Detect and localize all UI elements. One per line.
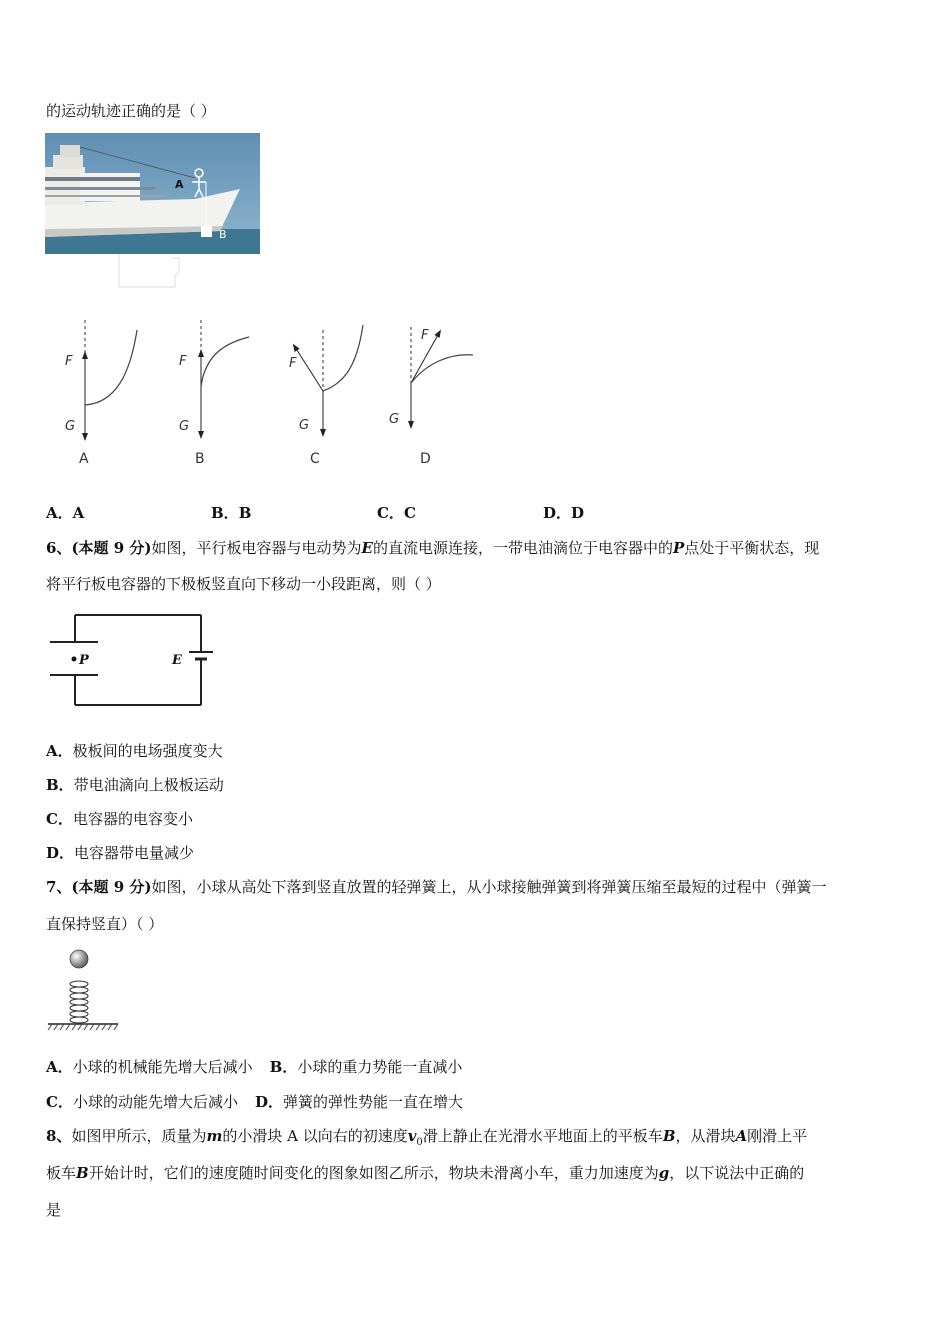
svg-text:A: A	[79, 451, 89, 467]
q7-stem-line1: 7、(本题 9 分)如图，小球从高处下落到竖直放置的轻弹簧上，从小球接触弹簧到将弹簧压缩至最短的过程中（弹簧一	[46, 878, 827, 896]
object-b	[201, 226, 212, 237]
q7-options-row2	[46, 1092, 463, 1112]
q5-option-a[interactable]: A．A	[46, 504, 85, 522]
q8-stem-line3: 是	[46, 1201, 62, 1219]
spring	[70, 981, 88, 1023]
photo-label-a: A	[175, 178, 184, 191]
q7-option-a[interactable]: A．小球的机械能先增大后减小	[46, 1058, 253, 1076]
svg-text:G: G	[179, 419, 190, 434]
q7-option-d[interactable]: D．弹簧的弹性势能一直在增大	[254, 1093, 463, 1111]
q5-option-c[interactable]: C．C	[377, 504, 416, 522]
q7-options-row1	[46, 1057, 462, 1077]
diagram-b	[179, 320, 249, 467]
oil-drop	[72, 657, 77, 662]
svg-text:P: P	[79, 653, 89, 668]
diagram-d	[389, 327, 473, 467]
svg-text:F: F	[65, 354, 73, 369]
blank-box	[118, 254, 180, 289]
q7-stem-line2: 直保持竖直）（ ）	[46, 915, 164, 933]
q7-option-c[interactable]: C．小球的动能先增大后减小	[46, 1093, 238, 1111]
q6-stem-line1: 6、(本题 9 分)如图，平行板电容器与电动势为E的直流电源连接，一带电油滴位于电容器中的P点处于平衡状态，现	[46, 539, 820, 557]
q5-option-b[interactable]: B．B	[211, 504, 252, 522]
svg-text:B: B	[195, 451, 205, 467]
q6-option-a[interactable]: A．极板间的电场强度变大	[46, 742, 223, 760]
capacitor-circuit	[48, 612, 218, 710]
svg-text:F: F	[289, 356, 297, 371]
svg-text:G: G	[65, 419, 76, 434]
q6-stem-line2: 将平行板电容器的下极板竖直向下移动一小段距离，则（ ）	[46, 575, 441, 593]
q7-option-b[interactable]: B．小球的重力势能一直减小	[269, 1058, 463, 1076]
diagram-a	[65, 320, 137, 467]
photo-label-b: B	[219, 228, 227, 241]
svg-text:C: C	[310, 451, 320, 467]
q5-option-d[interactable]: D．D	[543, 504, 585, 522]
svg-text:G: G	[299, 418, 310, 433]
svg-text:G: G	[389, 412, 400, 427]
svg-text:F: F	[179, 354, 187, 369]
diagram-c	[289, 325, 363, 467]
q5-stem-tail: 的运动轨迹正确的是（ ）	[46, 102, 216, 120]
svg-text:D: D	[420, 451, 431, 467]
svg-text:F: F	[421, 328, 429, 343]
q6-option-d[interactable]: D．电容器带电量减少	[46, 844, 195, 862]
trajectory-diagrams	[55, 315, 485, 470]
ship-photo	[45, 133, 260, 254]
q8-stem-line2: 板车B开始计时，它们的速度随时间变化的图象如图乙所示，物块未滑离小车，重力加速度为g，以下说法中正确的	[46, 1164, 805, 1182]
q6-option-c[interactable]: C．电容器的电容变小	[46, 810, 193, 828]
q6-option-b[interactable]: B．带电油滴向上极板运动	[46, 776, 224, 794]
svg-text:E: E	[172, 653, 182, 668]
q8-stem-line1: 8、如图甲所示，质量为m的小滑块 A 以向右的初速度$v_0$滑上静止在光滑水平地面上的平板车B，从滑块A刚滑上平	[46, 1127, 808, 1148]
ball-spring-figure	[46, 947, 121, 1032]
ball	[70, 950, 88, 968]
